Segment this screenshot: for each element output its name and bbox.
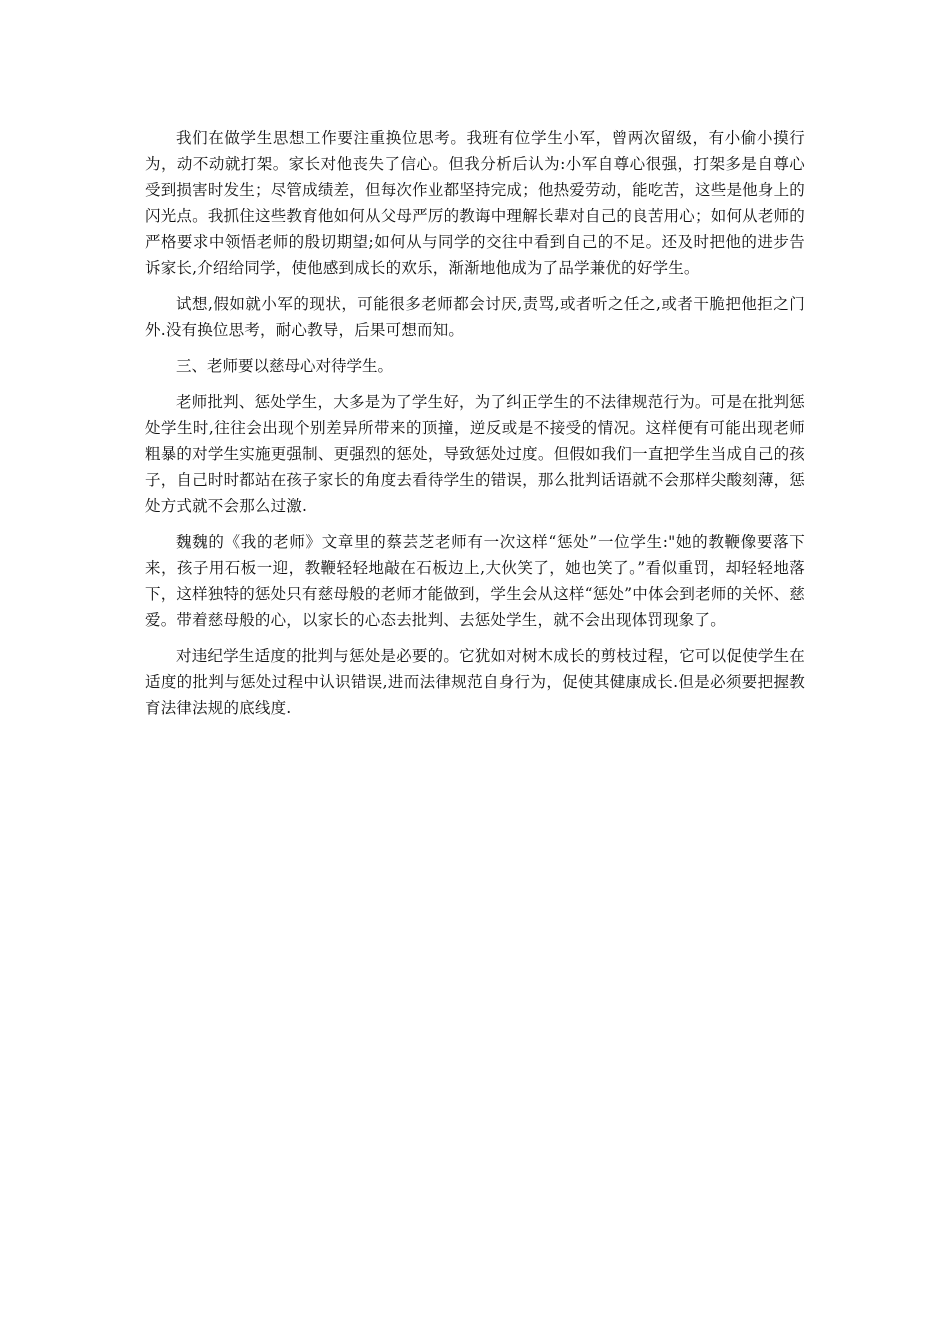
paragraph-conclusion: 对违纪学生适度的批判与惩处是必要的。它犹如对树木成长的剪枝过程，它可以促使学生在适度的批判与惩处过程中认识错误,进而法律规范自身行为，促使其健康成长.但是必须要把握教育法律法规的底线度. [145,647,805,717]
document-body [145,125,805,731]
paragraph-criticism: 老师批判、惩处学生，大多是为了学生好，为了纠正学生的不法律规范行为。可是在批判惩处学生时,往往会出现个别差异所带来的顶撞，逆反或是不接受的情况。这样便有可能出现老师粗暴的对学生实施更强制、更强烈的惩处，导致惩处过度。但假如我们一直把学生当成自己的孩子，自己时时都站在孩子家长的角度去看待学生的错误，那么批判话语就不会那样尖酸刻薄，惩处方式就不会那么过激. [145,393,805,515]
paragraph-my-teacher: 魏魏的《我的老师》文章里的蔡芸芝老师有一次这样“惩处”一位学生:"她的教鞭像要落下来，孩子用石板一迎，教鞭轻轻地敲在石板边上,大伙笑了，她也笑了。”看似重罚，却轻轻地落下，这样独特的惩处只有慈母般的老师才能做到，学生会从这样“惩处”中体会到老师的关怀、慈爱。带着慈母般的心，以家长的心态去批判、去惩处学生，就不会出现体罚现象了。 [145,533,805,629]
paragraph-consequence: 试想,假如就小军的现状，可能很多老师都会讨厌,责骂,或者听之任之,或者干脆把他拒之门外.没有换位思考，耐心教导，后果可想而知。 [145,295,805,339]
section-heading-three: 三、老师要以慈母心对待学生。 [176,357,394,375]
paragraph-perspective-taking: 我们在做学生思想工作要注重换位思考。我班有位学生小军，曾两次留级，有小偷小摸行为，动不动就打架。家长对他丧失了信心。但我分析后认为:小军自尊心很强，打架多是自尊心受到损害时发生；尽管成绩差，但每次作业都坚持完成；他热爱劳动，能吃苦，这些是他身上的闪光点。我抓住这些教育他如何从父母严厉的教诲中理解长辈对自己的良苦用心；如何从老师的严格要求中领悟老师的殷切期望;如何从与同学的交往中看到自己的不足。还及时把他的进步告诉家长,介绍给同学，使他感到成长的欢乐，渐渐地他成为了品学兼优的好学生。 [145,129,805,277]
